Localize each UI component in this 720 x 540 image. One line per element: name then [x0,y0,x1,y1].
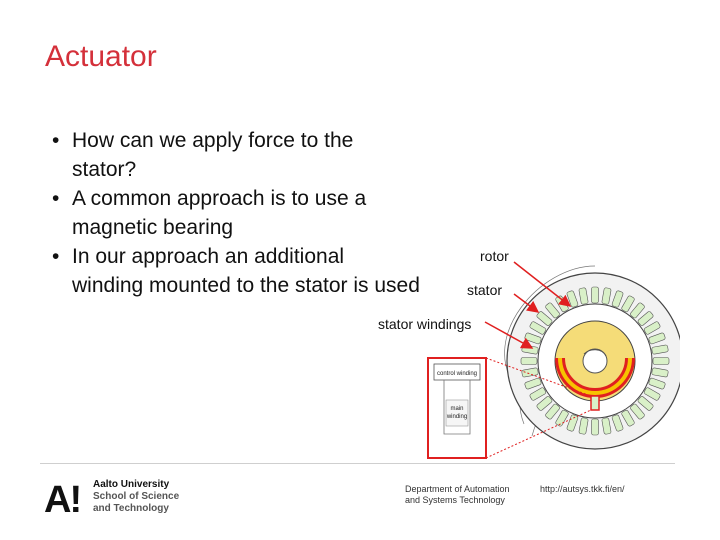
footer-divider [40,463,675,464]
winding-slot [592,287,599,303]
highlighted-slot [591,396,599,410]
school-name: School of Science [93,491,180,502]
bullet-item: • In our approach an additional winding mounted to the stator is used [50,242,420,300]
rotor [555,321,635,401]
footer-url: http://autsys.tkk.fi/en/ [540,484,625,494]
rotor-label: rotor [480,248,509,264]
school-name-2: and Technology [93,503,169,514]
stator-windings-label: stator windings [378,316,472,332]
department-line: and Systems Technology [405,495,505,505]
winding-slot [592,419,599,435]
bullet-item: • How can we apply force to the stator? [50,126,420,184]
winding-slot [521,358,537,365]
aalto-logo-text [93,479,179,515]
aalto-logo-mark: A! [44,479,81,521]
slide-title: Actuator [45,40,157,73]
motor-cross-section-diagram [420,236,680,462]
winding-slot [653,358,669,365]
main-winding-label-line2: winding [446,414,468,420]
control-winding-label: control winding [436,371,478,377]
bullet-list [50,126,420,300]
university-name: Aalto University [93,479,170,490]
department-name [405,484,510,506]
bullet-item: • A common approach is to use a magnetic bearing [50,184,420,242]
stator-label: stator [467,282,503,298]
department-line: Department of Automation [405,484,510,494]
main-winding-label-line1: main [450,406,464,412]
